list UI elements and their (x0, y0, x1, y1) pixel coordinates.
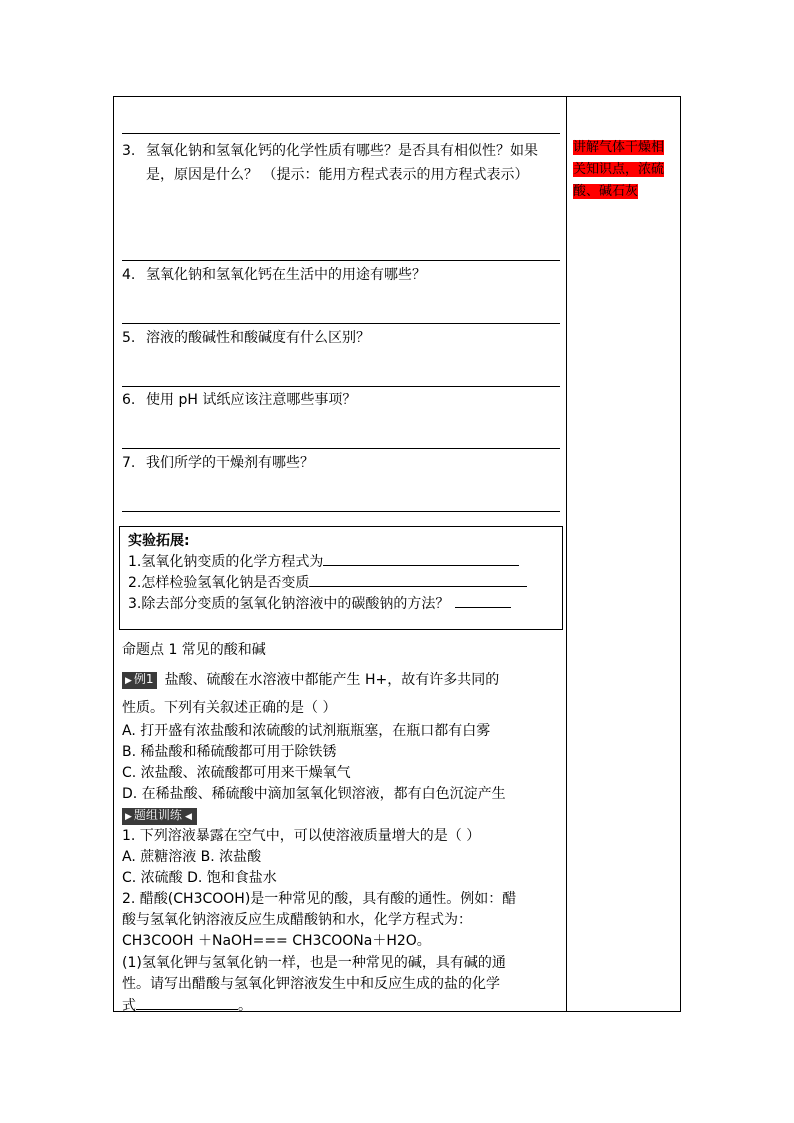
question-text: 氢氧化钠和氢氧化钙在生活中的用途有哪些？ (146, 267, 426, 283)
column-divider (566, 97, 567, 1011)
question-text: 使用 pH 试纸应该注意哪些事项？ (146, 392, 357, 408)
answer-line (122, 133, 560, 134)
question-text: 氢氧化钠和氢氧化钙的化学性质有哪些？是否具有相似性？如果是，原因是什么？ （提示：能用方程式表示的用方程式表示） (146, 143, 538, 183)
training-q2-line-1: 2. 醋酸(CH3COOH)是一种常见的酸，具有酸的通性。例如：醋 (122, 891, 517, 907)
play-icon: ▶ (125, 676, 132, 686)
play-icon: ▶ (125, 812, 132, 822)
experiment-item-2: 2.怎样检验氢氧化钠是否变质 (128, 572, 554, 593)
page-table (113, 96, 681, 1012)
question-number: 4. (122, 267, 136, 283)
fill-blank[interactable] (136, 995, 238, 1010)
example-option-a: A. 打开盛有浓盐酸和浓硫酸的试剂瓶瓶塞，在瓶口都有白雾 (122, 723, 491, 739)
question-7 (122, 451, 560, 475)
answer-line (122, 323, 560, 324)
teacher-note (573, 137, 675, 203)
question-4 (122, 263, 560, 287)
question-text: 溶液的酸碱性和酸碱度有什么区别？ (146, 330, 370, 346)
answer-line (122, 448, 560, 449)
back-arrow-icon: ◀ (184, 812, 192, 822)
question-3 (122, 139, 560, 187)
training-q1-options-cd: C. 浓硫酸 D. 饱和食盐水 (122, 870, 277, 886)
question-text: 我们所学的干燥剂有哪些？ (146, 455, 314, 471)
topic-heading: 命题点 1 常见的酸和碱 (122, 642, 266, 658)
training-heading (122, 806, 205, 826)
training-q2-line-3: CH3COOH ＋NaOH=== CH3COONa＋H2O。 (122, 933, 431, 949)
training-q2-line-4: (1)氢氧化钾与氢氧化钠一样，也是一种常见的碱，具有碱的通 (122, 955, 506, 971)
training-q2-line-2: 酸与氢氧化钠溶液反应生成醋酸钠和水，化学方程式为： (122, 912, 472, 928)
example-tag: ▶ 例1 (122, 672, 157, 689)
question-number: 7. (122, 455, 136, 471)
example-stem-line-1: ▶ 例1 盐酸、硫酸在水溶液中都能产生 H+，故有许多共同的 (122, 670, 499, 690)
fill-blank[interactable] (309, 572, 527, 587)
fill-blank[interactable] (323, 551, 519, 566)
example-stem-line-2: 性质。下列有关叙述正确的是（ ） (122, 700, 337, 716)
experiment-item-3: 3.除去部分变质的氢氧化钠溶液中的碳酸钠的方法？ (128, 593, 554, 614)
experiment-box (119, 526, 563, 630)
answer-line (122, 260, 560, 261)
teacher-note-text: 讲解气体干燥相关知识点，浓硫酸、碱石灰 (573, 140, 665, 199)
answer-line (122, 511, 560, 512)
example-option-b: B. 稀盐酸和稀硫酸都可用于除铁锈 (122, 744, 337, 760)
answer-line (122, 386, 560, 387)
training-q1: 1. 下列溶液暴露在空气中，可以使溶液质量增大的是（ ） (122, 828, 481, 844)
question-5 (122, 326, 560, 350)
training-q1-options-ab: A. 蔗糖溶液 B. 浓盐酸 (122, 849, 262, 865)
training-tag: ▶ 题组训练 ◀ (122, 808, 197, 825)
experiment-item-1: 1.氢氧化钠变质的化学方程式为 (128, 551, 554, 572)
main-column (114, 97, 566, 1014)
example-option-c: C. 浓盐酸、浓硫酸都可用来干燥氧气 (122, 765, 351, 781)
question-number: 5. (122, 330, 136, 346)
training-q2-line-6: 式 。 (122, 995, 252, 1016)
question-number: 3. (122, 143, 136, 159)
experiment-title: 实验拓展: (128, 533, 190, 549)
example-option-d: D. 在稀盐酸、稀硫酸中滴加氢氧化钡溶液，都有白色沉淀产生 (122, 786, 506, 802)
fill-blank[interactable] (455, 593, 511, 608)
question-number: 6. (122, 392, 136, 408)
training-q2-line-5: 性。请写出醋酸与氢氧化钾溶液发生中和反应生成的盐的化学 (122, 976, 500, 992)
question-6 (122, 388, 560, 412)
